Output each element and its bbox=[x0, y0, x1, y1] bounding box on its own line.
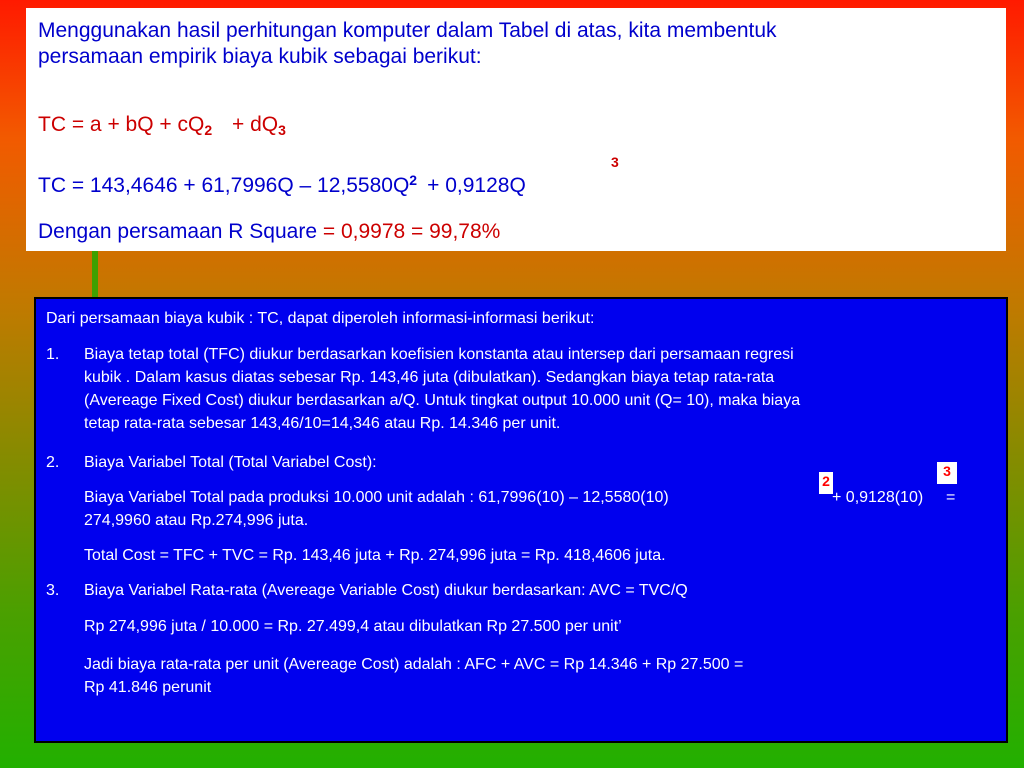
item-2-line-2b: + 0,9128(10) bbox=[832, 489, 924, 506]
general-equation bbox=[38, 112, 286, 139]
r-square-label: Dengan persamaan R Square bbox=[38, 220, 323, 243]
fitted-eq-exp3: 3 bbox=[611, 154, 619, 170]
fitted-eq-exp2: 2 bbox=[409, 172, 418, 188]
intro-line-1: Menggunakan hasil perhitungan komputer dalam Tabel di atas, kita membentuk bbox=[38, 19, 777, 42]
item-3-line-2: Rp 274,996 juta / 10.000 = Rp. 27.499,4 atau dibulatkan Rp 27.500 per unit’ bbox=[84, 618, 622, 635]
item-1-line-4: tetap rata-rata sebesar 143,46/10=14,346 atau Rp. 14.346 per unit. bbox=[84, 415, 561, 432]
item-2-superscript-2: 2 bbox=[819, 472, 833, 494]
item-2-line-4: Total Cost = TFC + TVC = Rp. 143,46 juta + Rp. 274,996 juta = Rp. 418,4606 juta. bbox=[84, 547, 666, 564]
decorative-strip bbox=[92, 251, 98, 297]
item-2-line-2c: = bbox=[946, 489, 956, 506]
fitted-eq-tail: + 0,9128Q bbox=[427, 174, 526, 197]
r-square-line bbox=[38, 219, 500, 245]
general-eq-mid: + dQ bbox=[231, 113, 279, 136]
general-eq-exp2: 2 bbox=[204, 122, 213, 138]
item-3-line-1: Biaya Variabel Rata-rata (Avereage Variable Cost) diukur berdasarkan: AVC = TVC/Q bbox=[84, 582, 688, 599]
item-3-line-4: Rp 41.846 perunit bbox=[84, 679, 212, 696]
item-2-line-1: Biaya Variabel Total (Total Variabel Cost): bbox=[84, 454, 377, 471]
item-3-line-3: Jadi biaya rata-rata per unit (Avereage Cost) adalah : AFC + AVC = Rp 14.346 + Rp 27.500 = bbox=[84, 656, 744, 673]
item-2-line-3: 274,9960 atau Rp.274,996 juta. bbox=[84, 512, 309, 529]
equation-panel bbox=[26, 8, 1006, 251]
item-1-line-3: (Avereage Fixed Cost) diukur berdasarkan a/Q. Untuk tingkat output 10.000 unit (Q= 10), maka biaya bbox=[84, 392, 801, 409]
info-panel bbox=[34, 297, 1008, 743]
item-2-superscript-3: 3 bbox=[937, 462, 957, 484]
info-intro: Dari persamaan biaya kubik : TC, dapat diperoleh informasi-informasi berikut: bbox=[46, 310, 595, 327]
intro-line-2: persamaan empirik biaya kubik sebagai berikut: bbox=[38, 45, 482, 68]
fitted-eq-main: TC = 143,4646 + 61,7996Q – 12,5580Q bbox=[38, 174, 410, 197]
item-1-line-2: kubik . Dalam kasus diatas sebesar Rp. 143,46 juta (dibulatkan). Sedangkan biaya tetap rata-rata bbox=[84, 369, 775, 386]
item-1-line-1: Biaya tetap total (TFC) diukur berdasarkan koefisien konstanta atau intersep dari persamaan regresi bbox=[84, 346, 794, 363]
r-square-value: = 0,9978 = 99,78% bbox=[322, 220, 501, 243]
fitted-equation bbox=[38, 173, 526, 199]
item-2-line-2a: Biaya Variabel Total pada produksi 10.000 unit adalah : 61,7996(10) – 12,5580(10) bbox=[84, 489, 669, 506]
item-2-number: 2. bbox=[46, 454, 60, 471]
general-eq-exp3: 3 bbox=[278, 122, 286, 138]
item-1-number: 1. bbox=[46, 346, 60, 363]
item-3-number: 3. bbox=[46, 582, 60, 599]
general-eq-main: TC = a + bQ + cQ bbox=[38, 113, 205, 136]
